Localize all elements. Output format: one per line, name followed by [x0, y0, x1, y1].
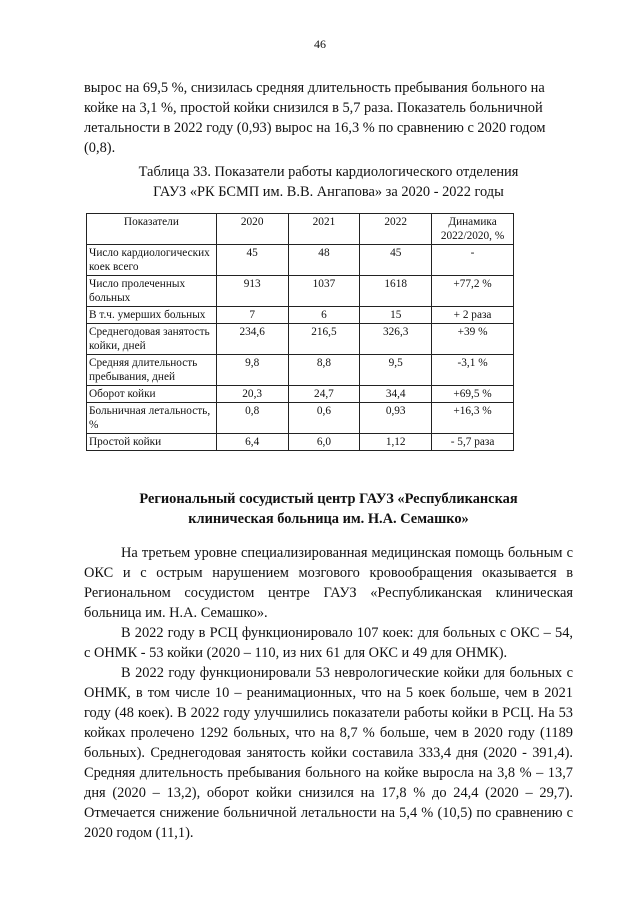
- table-header-cell: Показатели: [87, 214, 217, 245]
- table-header-cell: 2022: [360, 214, 432, 245]
- table-cell: Среднегодовая занятость койки, дней: [87, 324, 217, 355]
- section-title-line-1: Региональный сосудистый центр ГАУЗ «Республиканская: [139, 491, 518, 507]
- table-cell: 913: [216, 276, 288, 307]
- table-row: [87, 434, 514, 451]
- body-text: [84, 543, 573, 843]
- table-cell: +16,3 %: [432, 403, 514, 434]
- table-cell: Простой койки: [87, 434, 217, 451]
- table-row: [87, 276, 514, 307]
- stats-table: [86, 213, 514, 451]
- table-cell: 9,8: [216, 355, 288, 386]
- table-cell: +69,5 %: [432, 386, 514, 403]
- table-cell: Больничная летальность, %: [87, 403, 217, 434]
- table-cell: 1037: [288, 276, 360, 307]
- table-cell: 6,4: [216, 434, 288, 451]
- table-cell: +39 %: [432, 324, 514, 355]
- table-cell: В т.ч. умерших больных: [87, 307, 217, 324]
- table-cell: 45: [216, 245, 288, 276]
- table-row: [87, 403, 514, 434]
- table-row: [87, 307, 514, 324]
- table-cell: 1,12: [360, 434, 432, 451]
- table-cell: +77,2 %: [432, 276, 514, 307]
- table-row: [87, 386, 514, 403]
- table-cell: 45: [360, 245, 432, 276]
- table-cell: 20,3: [216, 386, 288, 403]
- table-header-cell: 2021: [288, 214, 360, 245]
- table-cell: - 5,7 раза: [432, 434, 514, 451]
- table-cell: 0,93: [360, 403, 432, 434]
- table-cell: 216,5: [288, 324, 360, 355]
- table-cell: 48: [288, 245, 360, 276]
- table-cell: 6,0: [288, 434, 360, 451]
- table-cell: Средняя длительность пребывания, дней: [87, 355, 217, 386]
- body-paragraph: В 2022 году в РСЦ функционировало 107 коек: для больных с ОКС – 54, с ОНМК - 53 койки (2020 – 110, из них 61 для ОКС и 49 для ОНМК).: [84, 625, 573, 661]
- table-caption-line-2: ГАУЗ «РК БСМП им. В.В. Ангапова» за 2020 - 2022 годы: [153, 184, 504, 200]
- page-number: 46: [314, 37, 326, 51]
- table-caption-line-1: Таблица 33. Показатели работы кардиологического отделения: [138, 164, 519, 180]
- table-cell: 6: [288, 307, 360, 324]
- table-cell: + 2 раза: [432, 307, 514, 324]
- table-cell: 234,6: [216, 324, 288, 355]
- table-cell: 15: [360, 307, 432, 324]
- section-title: [84, 489, 573, 529]
- table-row: [87, 355, 514, 386]
- table-cell: -: [432, 245, 514, 276]
- table-cell: 326,3: [360, 324, 432, 355]
- table-header-row: [87, 214, 514, 245]
- table-header-cell: 2020: [216, 214, 288, 245]
- body-paragraph: В 2022 году функционировали 53 неврологические койки для больных с ОНМК, в том числе 10 – реанимационных, что на 5 коек больше, чем в 2021 году (48 коек). В 2022 году улучшились показатели работы койки в РСЦ. На 53 койках пролечено 1292 больных, что на 8,7 % больше, чем в 2020 году (1189 больных). Среднегодовая занятость койки составила 333,4 дня (2020 - 391,4). Средняя длительность пребывания больного на койке выросла на 3,8 % – 13,7 дня (2020 – 13,2), оборот койки снизился на 17,8 % до 24,4 (2020 – 29,7). Отмечается снижение больничной летальности на 5,4 % (10,5) по сравнению с 2020 годом (11,1).: [84, 665, 573, 841]
- table-cell: Число пролеченных больных: [87, 276, 217, 307]
- table-cell: 0,8: [216, 403, 288, 434]
- table-cell: Число кардиологических коек всего: [87, 245, 217, 276]
- table-cell: 1618: [360, 276, 432, 307]
- table-cell: 24,7: [288, 386, 360, 403]
- table-cell: 8,8: [288, 355, 360, 386]
- section-title-line-2: клиническая больница им. Н.А. Семашко»: [188, 511, 469, 527]
- table-caption: [84, 162, 573, 202]
- body-paragraph: На третьем уровне специализированная медицинская помощь больным с ОКС и с острым нарушением мозгового кровообращения оказывается в Региональном сосудистом центре ГАУЗ «Республиканская клиническая больница им. Н.А. Семашко».: [84, 545, 573, 621]
- table-cell: 0,6: [288, 403, 360, 434]
- table-cell: -3,1 %: [432, 355, 514, 386]
- table-header-cell: Динамика 2022/2020, %: [432, 214, 514, 245]
- table-cell: Оборот койки: [87, 386, 217, 403]
- table-cell: 9,5: [360, 355, 432, 386]
- table-cell: 34,4: [360, 386, 432, 403]
- intro-paragraph: вырос на 69,5 %, снизилась средняя длительность пребывания больного на койке на 3,1 %, простой койки снизился в 5,7 раза. Показатель больничной летальности в 2022 году (0,93) вырос на 16,3 % по сравнению с 2020 годом (0,8).: [84, 80, 546, 156]
- table-cell: 7: [216, 307, 288, 324]
- table-row: [87, 324, 514, 355]
- table-row: [87, 245, 514, 276]
